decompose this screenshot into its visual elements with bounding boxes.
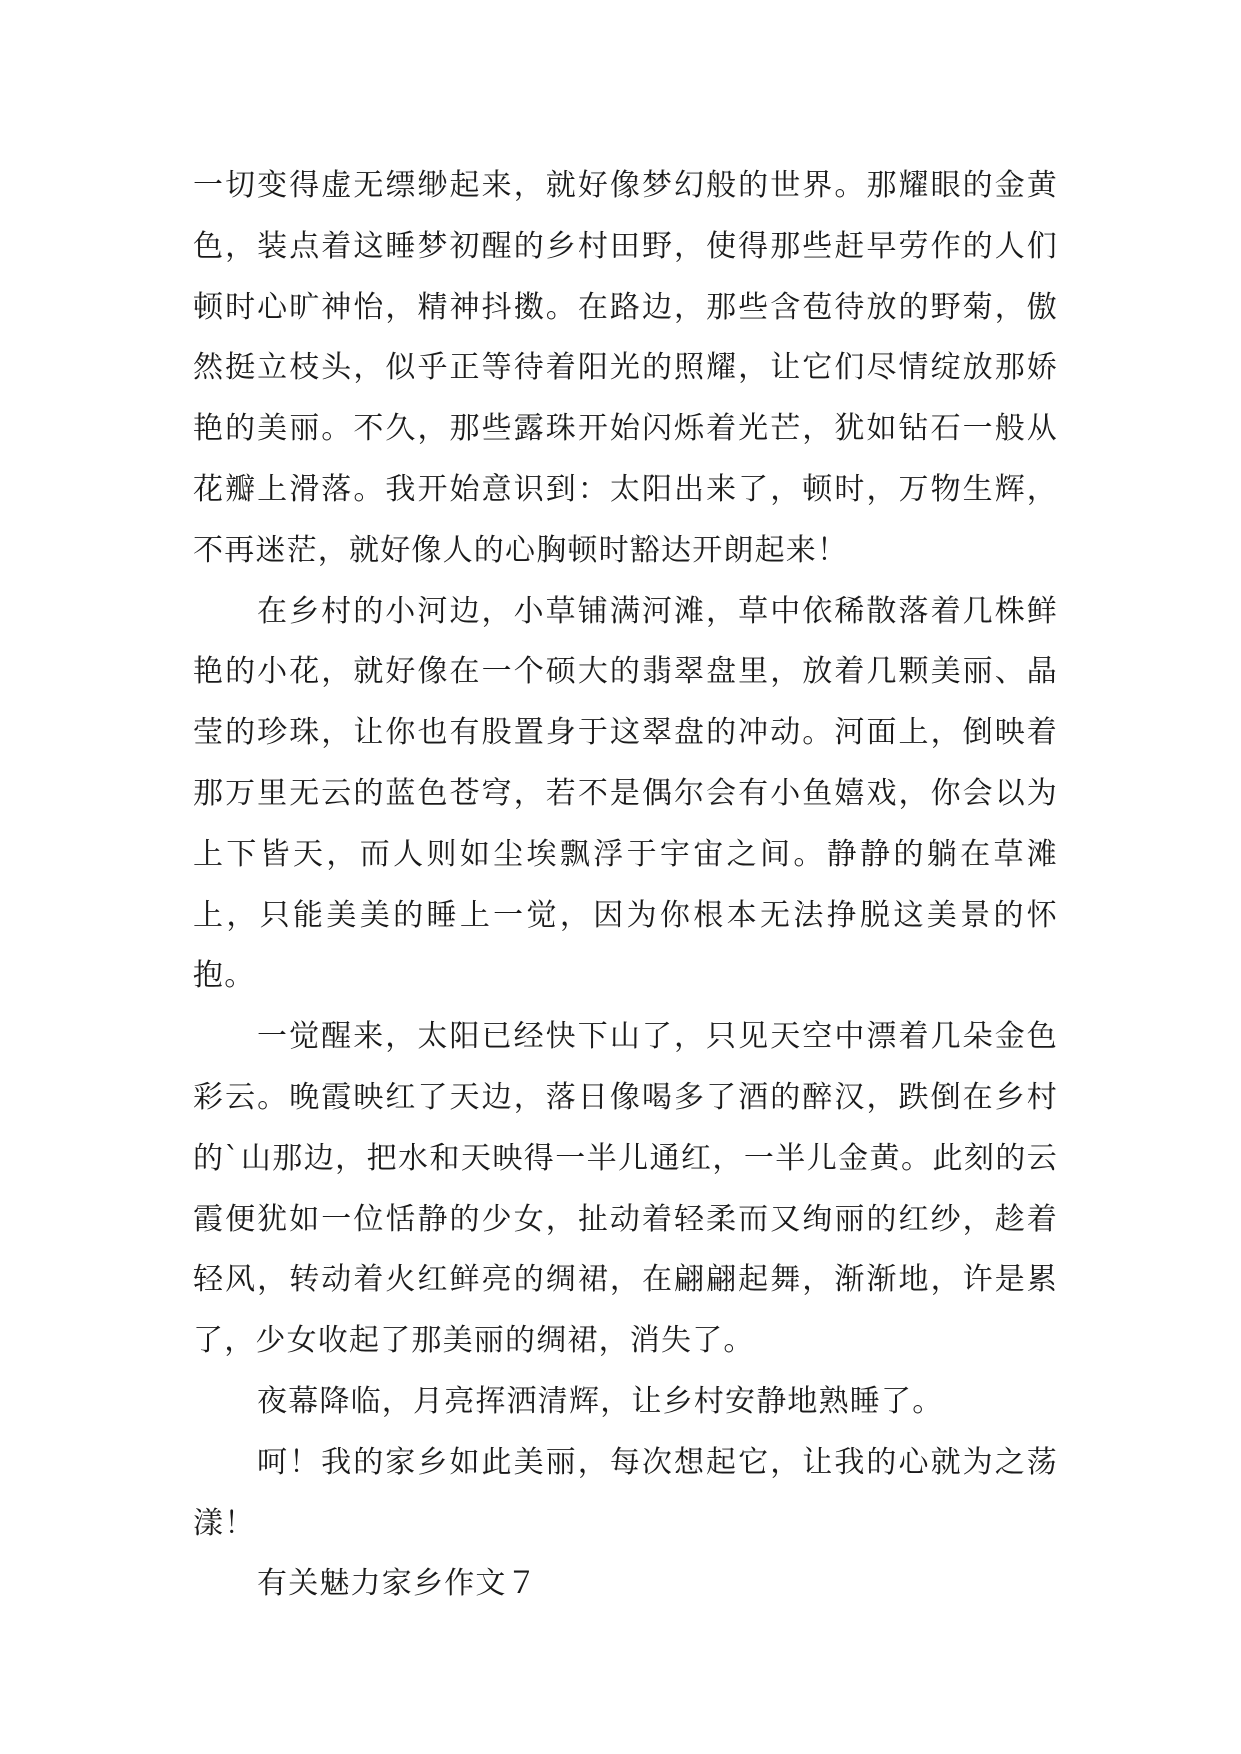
section-title: 有关魅力家乡作文７: [257, 1566, 538, 1602]
paragraph-2: 在乡村的小河边，小草铺满河滩，草中依稀散落着几株鲜艳的小花，就好像在一个硕大的翡翠盘里，放着几颗美丽、晶莹的珍珠，让你也有股置身于这翠盘的冲动。河面上，倒映着那万里无云的蓝色苍穹，若不是偶尔会有小鱼嬉戏，你会以为上下皆天，而人则如尘埃飘浮于宇宙之间。静静的躺在草滩上，只能美美的睡上一觉，因为你根本无法挣脱这美景的怀抱。: [193, 593, 1058, 994]
paragraph-5: 呵！我的家乡如此美丽，每次想起它，让我的心就为之荡漾！: [193, 1444, 1058, 1541]
document-body: [193, 156, 1058, 1615]
paragraph-4: 夜幕降临，月亮挥洒清辉，让乡村安静地熟睡了。: [257, 1383, 944, 1419]
paragraph-1: 一切变得虚无缥缈起来，就好像梦幻般的世界。那耀眼的金黄色，装点着这睡梦初醒的乡村田野，使得那些赶早劳作的人们顿时心旷神怡，精神抖擞。在路边，那些含苞待放的野菊，傲然挺立枝头，似乎正等待着阳光的照耀，让它们尽情绽放那娇艳的美丽。不久，那些露珠开始闪烁着光芒，犹如钻石一般从花瓣上滑落。我开始意识到：太阳出来了，顿时，万物生辉，不再迷茫，就好像人的心胸顿时豁达开朗起来！: [193, 168, 1058, 568]
paragraph-3: 一觉醒来，太阳已经快下山了，只见天空中漂着几朵金色彩云。晚霞映红了天边，落日像喝多了酒的醉汉，跌倒在乡村的`山那边，把水和天映得一半儿通红，一半儿金黄。此刻的云霞便犹如一位恬静的少女，扯动着轻柔而又绚丽的红纱，趁着轻风，转动着火红鲜亮的绸裙，在翩翩起舞，渐渐地，许是累了，少女收起了那美丽的绸裙，消失了。: [193, 1019, 1058, 1359]
